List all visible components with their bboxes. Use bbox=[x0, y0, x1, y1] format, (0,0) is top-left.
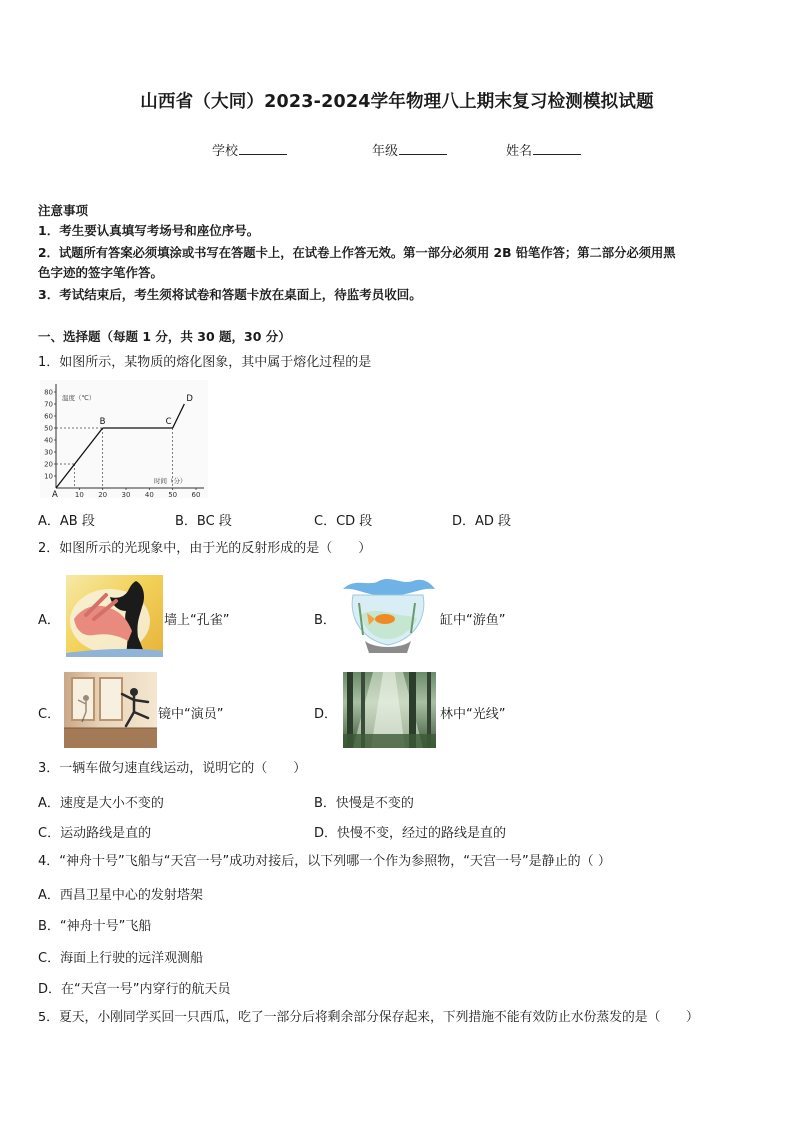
q2-option-c-letter[interactable]: C． bbox=[38, 707, 61, 722]
note-item: 1．考生要认真填写考场号和座位序号。 bbox=[38, 223, 260, 238]
question-1-stem: 1．如图所示，某物质的熔化图象，其中属于熔化过程的是 bbox=[38, 355, 372, 370]
x-tick-label: 40 bbox=[144, 491, 154, 498]
fish-bowl-image bbox=[339, 575, 437, 657]
q3-option-b[interactable]: B．快慢是不变的 bbox=[314, 796, 414, 811]
q2-option-a-letter[interactable]: A． bbox=[38, 613, 60, 628]
q2-option-b-letter[interactable]: B． bbox=[314, 613, 336, 628]
forest-light-image bbox=[343, 672, 436, 748]
page-title: 山西省（大同）2023-2024学年物理八上期末复习检测模拟试题 bbox=[140, 92, 654, 112]
q3-option-a[interactable]: A．速度是大小不变的 bbox=[38, 796, 164, 811]
y-tick-label: 20 bbox=[44, 460, 53, 469]
dancer-mirror-image bbox=[64, 672, 157, 748]
q2-option-c-caption: 镜中“演员” bbox=[158, 707, 224, 722]
y-tick-label: 30 bbox=[44, 448, 53, 457]
melting-chart-svg bbox=[40, 380, 208, 498]
point-label: B bbox=[99, 417, 106, 427]
y-tick-label: 60 bbox=[44, 412, 53, 421]
q2-option-b-caption: 缸中“游鱼” bbox=[440, 613, 506, 628]
notes-heading: 注意事项 bbox=[38, 203, 89, 218]
note-item: 色字迹的签字笔作答。 bbox=[38, 265, 164, 280]
question-5-stem: 5．夏天，小刚同学买回一只西瓜，吃了一部分后将剩余部分保存起来，下列措施不能有效防止水份蒸发的是（ ） bbox=[38, 1010, 699, 1025]
school-label: 学校 bbox=[212, 144, 239, 159]
q4-option-c[interactable]: C．海面上行驶的远洋观测船 bbox=[38, 951, 204, 966]
name-field[interactable] bbox=[506, 140, 581, 159]
point-label: D bbox=[186, 394, 193, 404]
point-label: A bbox=[52, 490, 58, 498]
melting-chart bbox=[40, 380, 208, 498]
question-2-stem: 2．如图所示的光现象中，由于光的反射形成的是（ ） bbox=[38, 541, 372, 556]
q3-option-c[interactable]: C．运动路线是直的 bbox=[38, 826, 152, 841]
grade-field[interactable] bbox=[372, 140, 447, 159]
y-tick-label: 80 bbox=[44, 388, 53, 397]
y-tick-label: 40 bbox=[44, 436, 53, 445]
q1-option-d[interactable]: D．AD 段 bbox=[452, 514, 512, 529]
y-tick-label: 70 bbox=[44, 400, 53, 409]
note-item: 3．考试结束后，考生须将试卷和答题卡放在桌面上，待监考员收回。 bbox=[38, 287, 422, 302]
y-tick-label: 10 bbox=[44, 472, 53, 481]
q2-option-a-caption: 墙上“孔雀” bbox=[164, 613, 230, 628]
x-tick-label: 60 bbox=[191, 491, 201, 498]
q4-option-d[interactable]: D．在“天宫一号”内穿行的航天员 bbox=[38, 982, 231, 997]
grade-label: 年级 bbox=[372, 144, 399, 159]
name-blank[interactable] bbox=[533, 142, 581, 155]
school-field[interactable] bbox=[212, 140, 287, 159]
y-axis-label: 温度（℃） bbox=[62, 394, 96, 402]
hand-shadow-image bbox=[66, 575, 163, 657]
x-tick-label: 10 bbox=[74, 491, 84, 498]
x-axis-label: 时间（分） bbox=[154, 477, 187, 485]
name-label: 姓名 bbox=[506, 144, 533, 159]
x-tick-label: 50 bbox=[168, 491, 178, 498]
q1-option-b[interactable]: B．BC 段 bbox=[175, 514, 232, 529]
question-3-stem: 3．一辆车做匀速直线运动，说明它的（ ） bbox=[38, 761, 307, 776]
q4-option-a[interactable]: A．西昌卫星中心的发射塔架 bbox=[38, 888, 203, 903]
y-tick-label: 50 bbox=[44, 424, 53, 433]
q2-option-d-letter[interactable]: D． bbox=[314, 707, 338, 722]
point-label: C bbox=[165, 417, 172, 427]
series-segment bbox=[173, 404, 185, 428]
note-item: 2．试题所有答案必须填涂或书写在答题卡上，在试卷上作答无效。第一部分必须用 2B 铅笔作答；第二部分必须用黑 bbox=[38, 246, 676, 260]
q1-option-a[interactable]: A．AB 段 bbox=[38, 514, 95, 529]
q4-option-b[interactable]: B．“神舟十号”飞船 bbox=[38, 919, 152, 934]
x-tick-label: 20 bbox=[98, 491, 108, 498]
school-blank[interactable] bbox=[239, 142, 287, 155]
question-4-stem: 4．“神舟十号”飞船与“天宫一号”成功对接后，以下列哪一个作为参照物，“天宫一号”是静止的（ ） bbox=[38, 854, 611, 869]
x-tick-label: 30 bbox=[121, 491, 131, 498]
section-heading: 一、选择题（每题 1 分，共 30 题，30 分） bbox=[38, 329, 291, 344]
q1-option-c[interactable]: C．CD 段 bbox=[314, 514, 373, 529]
q2-option-d-caption: 林中“光线” bbox=[440, 707, 506, 722]
series-segment bbox=[56, 428, 103, 488]
grade-blank[interactable] bbox=[399, 142, 447, 155]
q3-option-d[interactable]: D．快慢不变，经过的路线是直的 bbox=[314, 826, 507, 841]
